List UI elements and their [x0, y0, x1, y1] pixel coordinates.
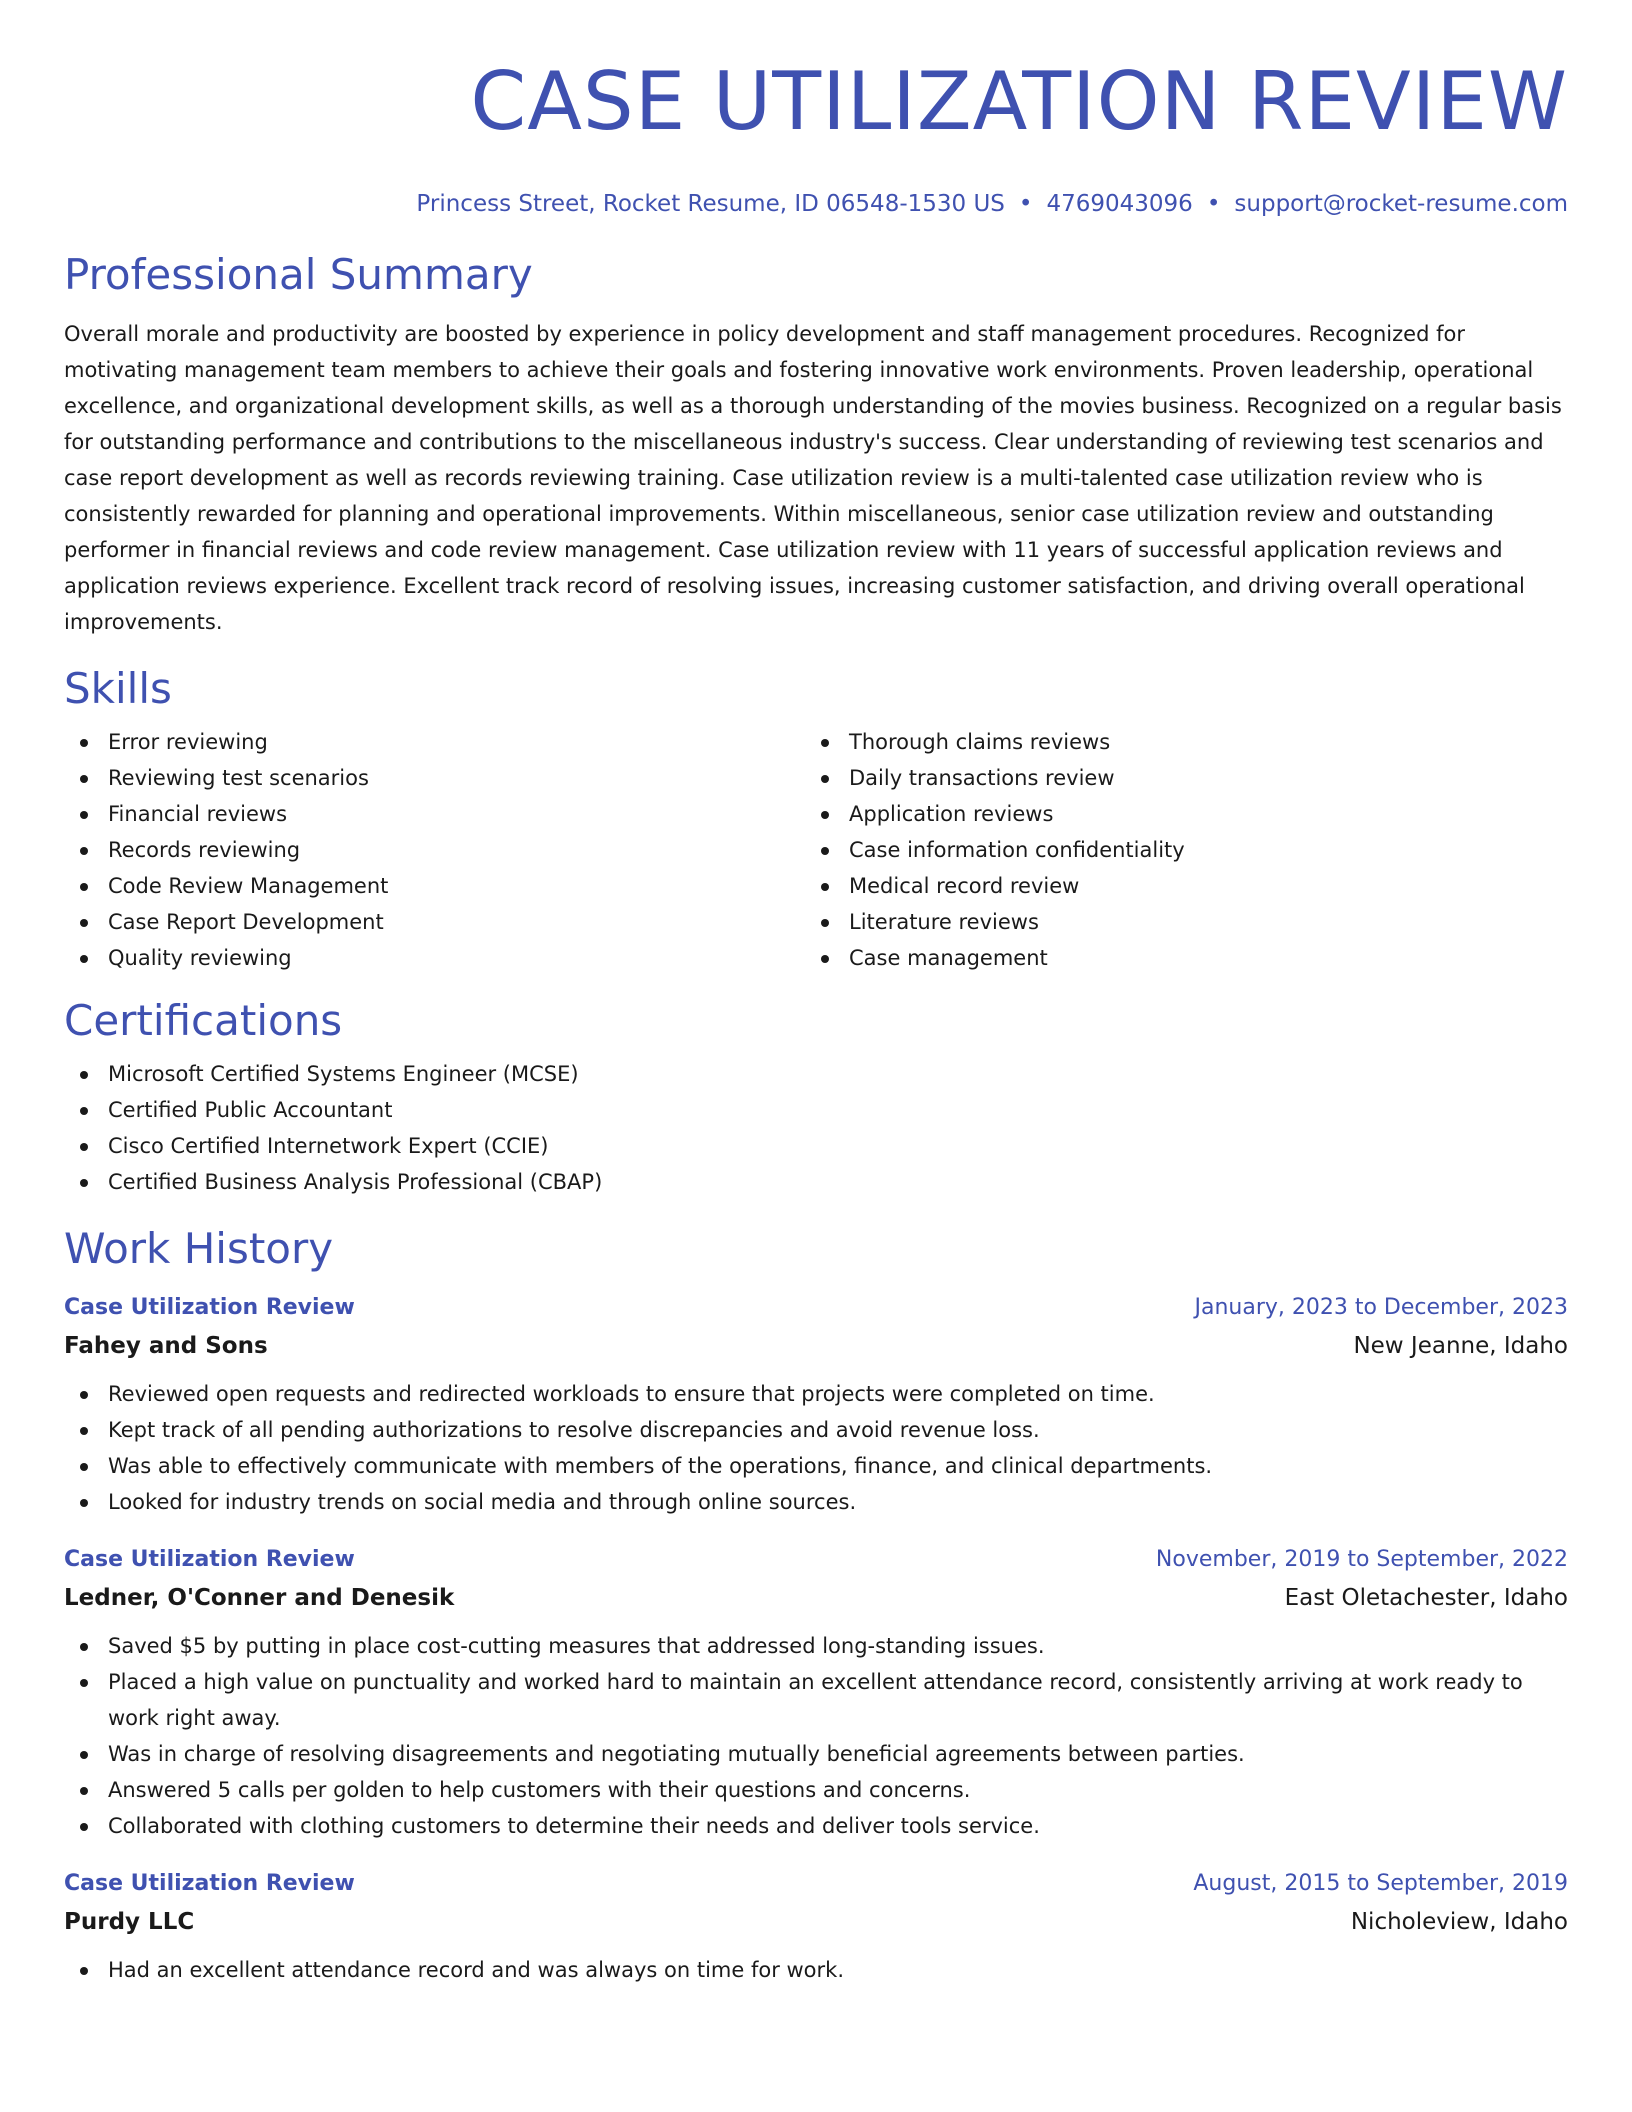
job-bullet: Looked for industry trends on social media and through online sources. — [64, 1484, 1568, 1520]
contact-email[interactable]: support@rocket-resume.com — [1234, 191, 1568, 217]
skills-columns — [64, 716, 1568, 976]
job-company-row — [64, 1578, 1568, 1618]
job-company-row — [64, 1326, 1568, 1366]
job-dates: November, 2019 to September, 2022 — [1155, 1547, 1568, 1572]
job-bullets — [64, 1628, 1568, 1844]
skill-item: Daily transactions review — [805, 760, 1546, 796]
job-bullet: Kept track of all pending authorizations to resolve discrepancies and avoid revenue loss. — [64, 1412, 1568, 1448]
resume-name: CASE UTILIZATION REVIEW — [470, 55, 1568, 148]
job-entry — [64, 1866, 1568, 1988]
job-title-row — [64, 1542, 1568, 1578]
skill-item: Records reviewing — [64, 832, 805, 868]
work-history-heading: Work History — [64, 1224, 334, 1273]
certification-item: Certified Public Accountant — [64, 1092, 1568, 1128]
job-entry — [64, 1290, 1568, 1520]
job-bullet: Was in charge of resolving disagreements and negotiating mutually beneficial agreements between parties. — [64, 1736, 1568, 1772]
job-bullets — [64, 1376, 1568, 1520]
contact-address: Princess Street, Rocket Resume, ID 06548-1530 US — [416, 191, 1005, 217]
job-dates: January, 2023 to December, 2023 — [1194, 1295, 1568, 1320]
skill-item: Financial reviews — [64, 796, 805, 832]
skills-list-right — [805, 724, 1546, 976]
job-location: New Jeanne, Idaho — [1353, 1333, 1568, 1359]
job-bullet: Was able to effectively communicate with members of the operations, finance, and clinical departments. — [64, 1448, 1568, 1484]
skill-item: Medical record review — [805, 868, 1546, 904]
certification-item: Cisco Certified Internetwork Expert (CCIE) — [64, 1128, 1568, 1164]
skill-item: Case Report Development — [64, 904, 805, 940]
skill-item: Application reviews — [805, 796, 1546, 832]
job-location: East Oletachester, Idaho — [1284, 1585, 1568, 1611]
job-company-row — [64, 1902, 1568, 1942]
job-company: Purdy LLC — [64, 1909, 195, 1935]
resume-header — [64, 0, 1568, 220]
certifications-section — [64, 994, 1568, 1200]
certification-item: Microsoft Certified Systems Engineer (MCSE) — [64, 1056, 1568, 1092]
certifications-list — [64, 1056, 1568, 1200]
job-entry — [64, 1542, 1568, 1844]
job-location: Nicholeview, Idaho — [1350, 1909, 1568, 1935]
contact-phone: 4769043096 — [1046, 191, 1193, 217]
skills-heading: Skills — [64, 664, 172, 713]
work-history-section — [64, 1222, 1568, 1988]
contact-separator: • — [1018, 191, 1033, 217]
job-title-row — [64, 1290, 1568, 1326]
skill-item: Case management — [805, 940, 1546, 976]
job-bullets — [64, 1952, 1568, 1988]
job-title-row — [64, 1866, 1568, 1902]
job-bullet: Collaborated with clothing customers to determine their needs and deliver tools service. — [64, 1808, 1568, 1844]
skill-item: Code Review Management — [64, 868, 805, 904]
skill-item: Reviewing test scenarios — [64, 760, 805, 796]
contact-line — [64, 188, 1568, 220]
job-dates: August, 2015 to September, 2019 — [1193, 1871, 1568, 1896]
job-bullet: Saved $5 by putting in place cost-cutting measures that addressed long-standing issues. — [64, 1628, 1568, 1664]
job-bullet: Reviewed open requests and redirected workloads to ensure that projects were completed on time. — [64, 1376, 1568, 1412]
summary-text: Overall morale and productivity are boosted by experience in policy development and staff management procedures. Recognized for motivating management team members to achieve their goals and fostering innovative work environments. Proven leadership, operational excellence, and organizational development skills, as well as a thorough understanding of the movies business. Recognized on a regular basis for outstanding performance and contributions to the miscellaneous industry's success. Clear understanding of reviewing test scenarios and case report development as well as records reviewing training. Case utilization review is a multi-talented case utilization review who is consistently rewarded for planning and operational improvements. Within miscellaneous, senior case utilization review and outstanding performer in financial reviews and code review management. Case utilization review with 11 years of successful application reviews and application reviews experience. Excellent track record of resolving issues, increasing customer satisfaction, and driving overall operational improvements. — [64, 322, 1562, 634]
skill-item: Case information confidentiality — [805, 832, 1546, 868]
summary-heading: Professional Summary — [64, 250, 533, 299]
skill-item: Thorough claims reviews — [805, 724, 1546, 760]
job-title: Case Utilization Review — [64, 1295, 355, 1320]
job-bullet: Placed a high value on punctuality and worked hard to maintain an excellent attendance record, consistently arriving at work ready to work right away. — [64, 1664, 1568, 1736]
skill-item: Quality reviewing — [64, 940, 805, 976]
summary-section — [64, 248, 1568, 640]
job-company: Ledner, O'Conner and Denesik — [64, 1585, 455, 1611]
job-bullet: Answered 5 calls per golden to help customers with their questions and concerns. — [64, 1772, 1568, 1808]
certifications-heading: Certifications — [64, 996, 343, 1045]
job-title: Case Utilization Review — [64, 1871, 355, 1896]
skill-item: Error reviewing — [64, 724, 805, 760]
job-bullet: Had an excellent attendance record and was always on time for work. — [64, 1952, 1568, 1988]
job-title: Case Utilization Review — [64, 1547, 355, 1572]
skill-item: Literature reviews — [805, 904, 1546, 940]
certification-item: Certified Business Analysis Professional (CBAP) — [64, 1164, 1568, 1200]
job-company: Fahey and Sons — [64, 1333, 268, 1359]
contact-separator: • — [1206, 191, 1221, 217]
skills-list-left — [64, 724, 805, 976]
skills-section — [64, 662, 1568, 976]
